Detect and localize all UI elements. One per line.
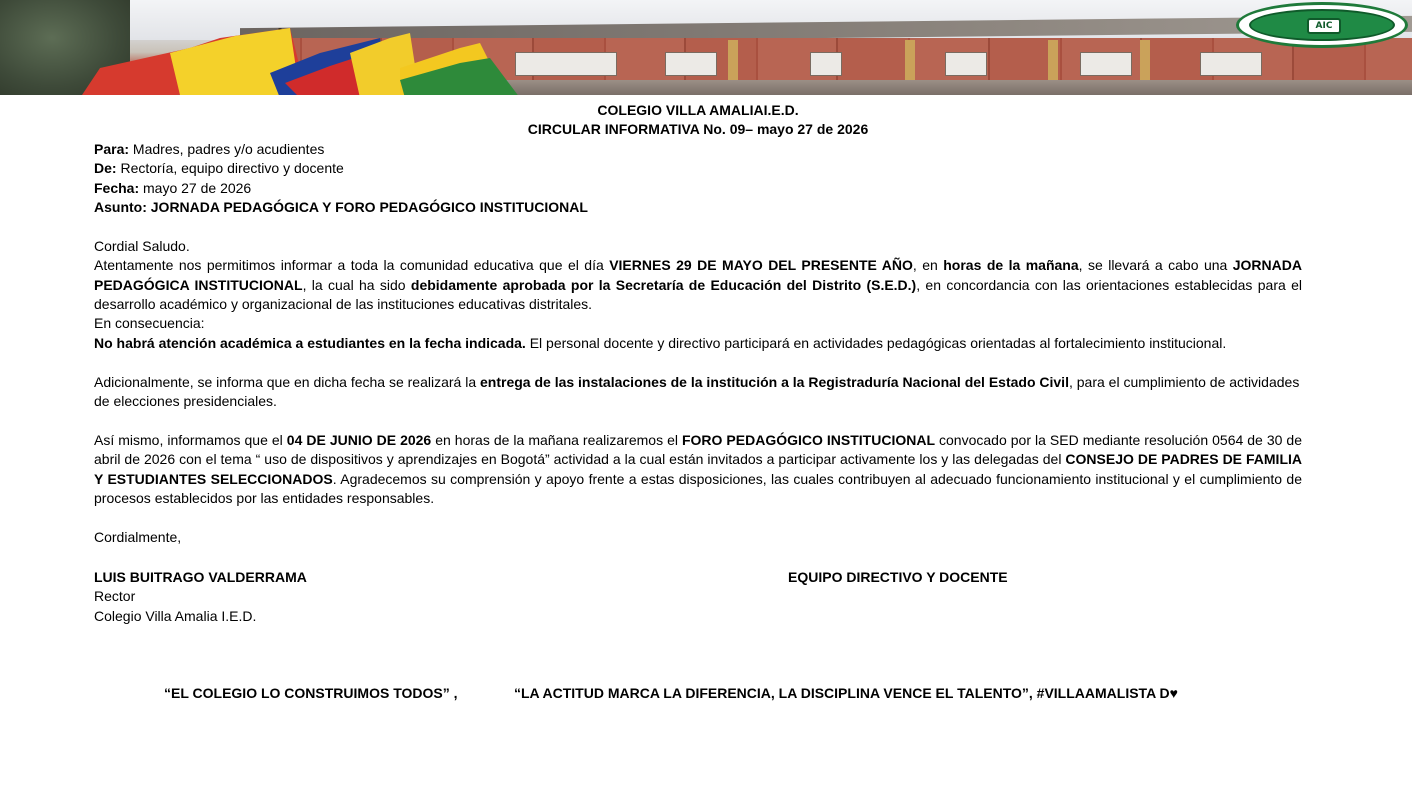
spacer — [94, 217, 1302, 236]
banner-window — [1200, 52, 1262, 76]
meta-fecha — [94, 179, 1302, 198]
p4-text: convocado por la SED mediante resolución 0564 de 30 de abril de 2026 con el tema “ uso de dispositivos y aprendizajes en Bogotá” actividad a la cual están invitados a participar activamente los y las delegadas del — [94, 431, 1303, 468]
signature-right — [788, 568, 1008, 587]
p4-text: Así mismo, informamos que el — [94, 431, 287, 448]
paragraph-3 — [94, 373, 1302, 412]
paragraph-2 — [94, 334, 1302, 353]
p2-text: El personal docente y directivo participará en actividades pedagógicas orientadas al fortalecimiento institucional. — [525, 334, 1227, 351]
p1-bold: JORNADA PEDAGÓGICA INSTITUCIONAL — [94, 257, 1302, 293]
spacer — [94, 353, 1302, 372]
banner-flags — [60, 28, 530, 95]
p1-bold: debidamente aprobada por la Secretaría de Educación del Distrito (S.E.D.) — [410, 276, 917, 293]
p4-bold: FORO PEDAGÓGICO INSTITUCIONAL — [681, 431, 936, 448]
p2-bold: No habrá atención académica a estudiantes en la fecha indicada. — [94, 334, 526, 351]
signature-left — [94, 568, 307, 626]
paragraph-1 — [94, 256, 1302, 314]
p1-text: , en concordancia con las orientaciones establecidas para el desarrollo académico y organizacional de las instituciones educativas distritales. — [94, 276, 1302, 313]
consequence-label: En consecuencia: — [94, 315, 205, 332]
motto-right: “LA ACTITUD MARCA LA DIFERENCIA, LA DISCIPLINA VENCE EL TALENTO”, #VILLAAMALISTA D♥ — [514, 685, 1178, 701]
meta-de — [94, 159, 1302, 178]
banner-window — [665, 52, 717, 76]
p4-bold: CONSEJO DE PADRES DE FAMILIA Y ESTUDIANTES SELECCIONADOS — [94, 451, 1302, 487]
p4-bold: 04 DE JUNIO DE 2026 — [286, 431, 432, 448]
school-logo — [1236, 2, 1408, 48]
greeting: Cordial Saludo. — [94, 237, 190, 254]
header-banner-photo — [0, 0, 1412, 95]
meta-asunto — [94, 198, 1302, 217]
p1-text: , en — [912, 257, 944, 274]
meta-fecha-value: mayo 27 de 2026 — [139, 179, 252, 196]
p1-text: Atentamente nos permitimos informar a toda la comunidad educativa que el día — [94, 257, 610, 274]
meta-de-label: De: — [94, 160, 117, 177]
banner-window — [945, 52, 987, 76]
p4-text: . Agradecemos su comprensión y apoyo frente a estas disposiciones, las cuales contribuyen al adecuado funcionamiento institucional y el cumplimiento de procesos establecidos por las entidades responsables. — [94, 470, 1302, 507]
closing: Cordialmente, — [94, 528, 182, 545]
p1-text: , se llevará a cabo una — [1078, 257, 1233, 274]
meta-fecha-label: Fecha: — [94, 179, 140, 196]
motto-left: “EL COLEGIO LO CONSTRUIMOS TODOS” , — [164, 685, 458, 701]
p3-bold: entrega de las instalaciones de la institución a la Registraduría Nacional del Estado Civil — [480, 373, 1069, 390]
meta-asunto-text: Asunto: JORNADA PEDAGÓGICA Y FORO PEDAGÓGICO INSTITUCIONAL — [94, 199, 588, 216]
spacer — [94, 508, 1302, 527]
meta-para-label: Para: — [94, 140, 130, 157]
school-name: COLEGIO VILLA AMALIAI.E.D. — [597, 102, 799, 118]
logo-book-icon: AIC — [1307, 18, 1341, 34]
p1-bold: VIERNES 29 DE MAYO DEL PRESENTE AÑO — [609, 257, 913, 274]
signature-left-role: Rector — [94, 588, 136, 605]
p1-bold: horas de la mañana — [943, 257, 1079, 274]
banner-window — [515, 52, 617, 76]
paragraph-4 — [94, 431, 1302, 509]
signature-left-org: Colegio Villa Amalia I.E.D. — [94, 607, 257, 624]
circular-document — [94, 101, 1302, 547]
spacer — [94, 411, 1302, 430]
p3-text: , para el cumplimiento de actividades de elecciones presidenciales. — [94, 373, 1300, 410]
banner-window — [1080, 52, 1132, 76]
circular-title: CIRCULAR INFORMATIVA No. 09– mayo 27 de 2026 — [527, 121, 869, 138]
banner-window — [810, 52, 842, 76]
meta-para — [94, 140, 1302, 159]
signature-left-name: LUIS BUITRAGO VALDERRAMA — [94, 569, 307, 585]
p3-text: Adicionalmente, se informa que en dicha fecha se realizará la — [94, 373, 480, 390]
meta-para-value: Madres, padres y/o acudientes — [129, 140, 325, 157]
p4-text: en horas de la mañana realizaremos el — [431, 431, 682, 448]
meta-de-value: Rectoría, equipo directivo y docente — [116, 160, 344, 177]
signature-right-name: EQUIPO DIRECTIVO Y DOCENTE — [788, 569, 1008, 585]
logo-inner-ring — [1249, 9, 1395, 41]
p1-text: , la cual ha sido — [302, 276, 411, 293]
